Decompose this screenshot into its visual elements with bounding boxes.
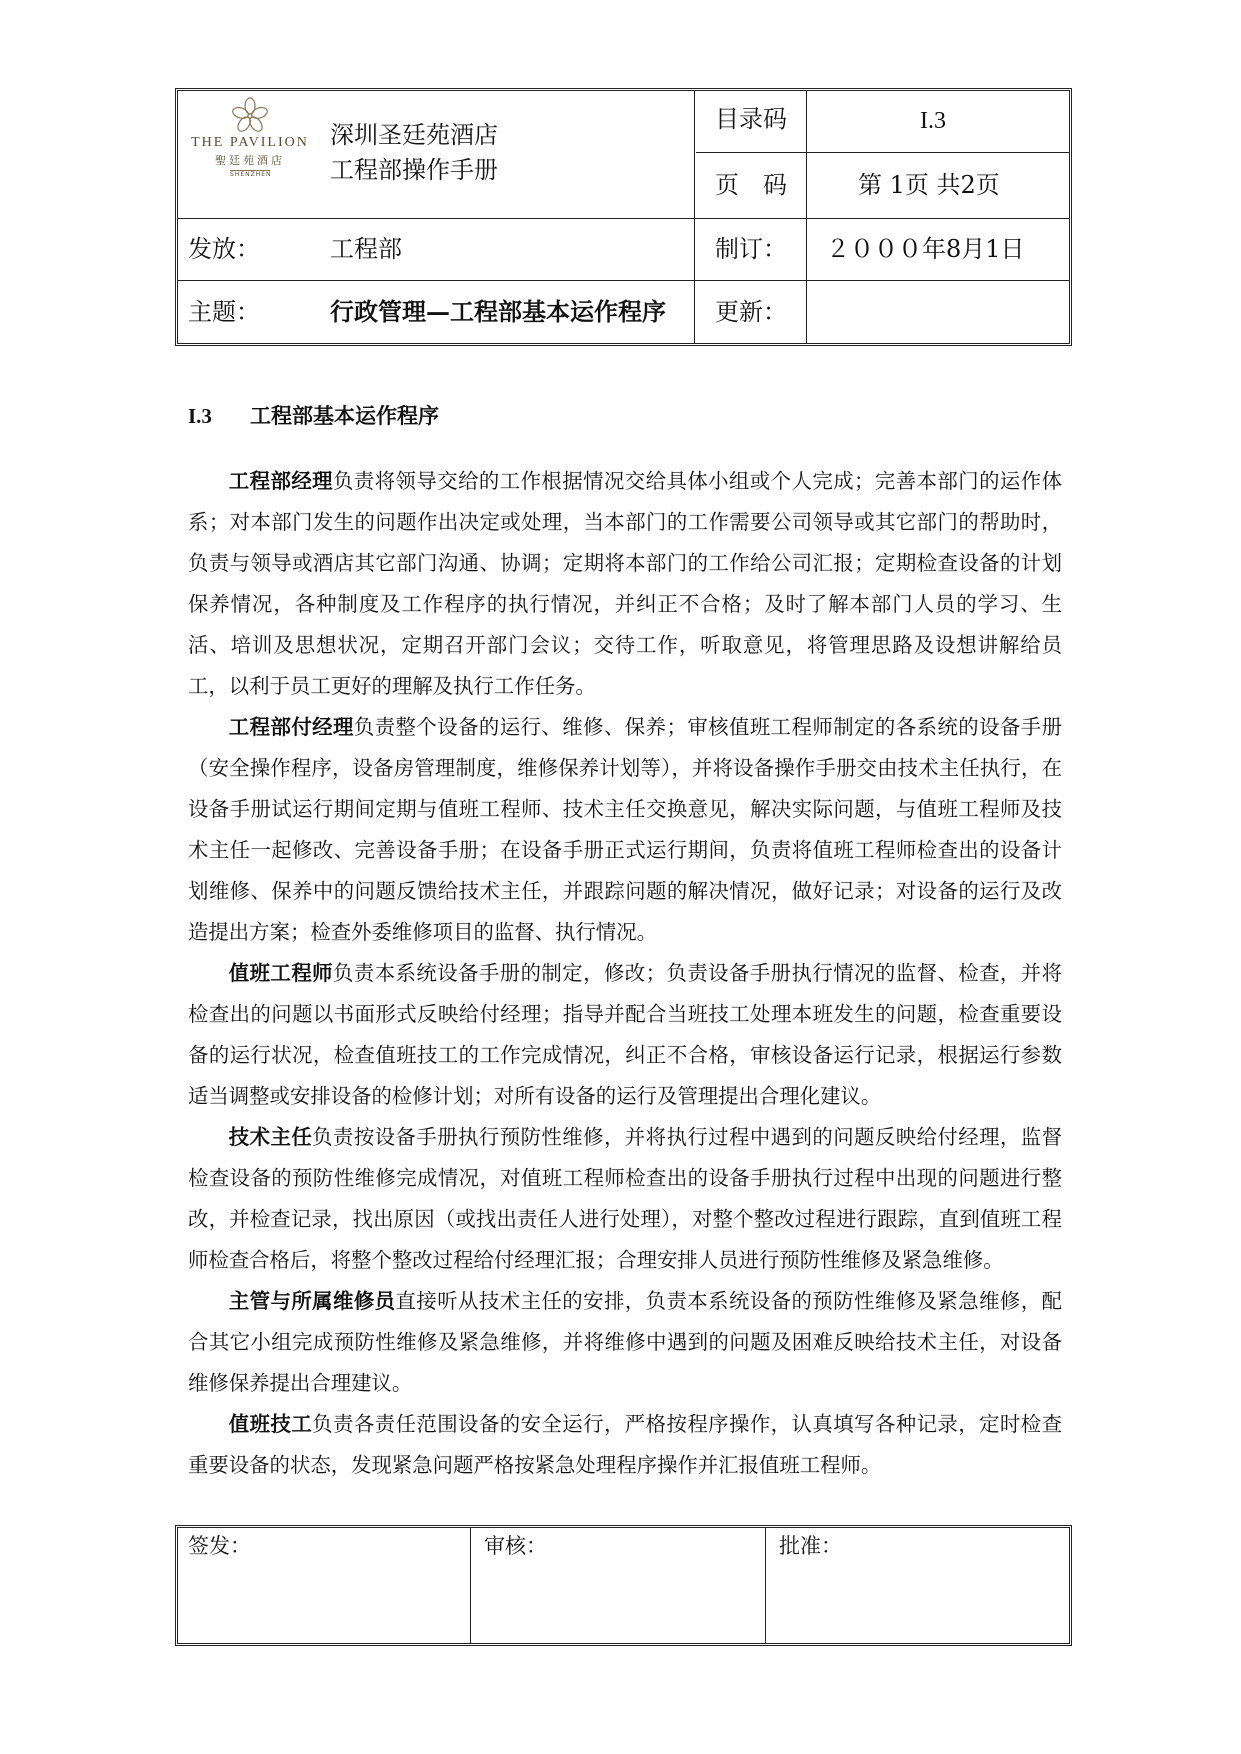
review-label: 审核：	[484, 1534, 547, 1558]
header-divider	[177, 280, 1070, 281]
paragraph	[188, 1281, 1062, 1404]
issued-label: 发放：	[188, 235, 260, 263]
flower-logo-icon	[230, 97, 270, 135]
role-description: 负责整个设备的运行、维修、保养；审核值班工程师制定的各系统的设备手册（安全操作程序，设备房管理制度，维修保养计划等），并将设备操作手册交由技术主任执行，在设备手册试运行期间定期与值班工程师、技术主任交换意见，解决实际问题，与值班工程师及技术主任一起修改、完善设备手册；在设备手册正式运行期间，负责将值班工程师检查出的设备计划维修、保养中的问题反馈给技术主任，并跟踪问题的解决情况，做好记录；对设备的运行及改造提出方案；检查外委维修项目的监督、执行情况。	[188, 715, 1063, 944]
page-value: 第 1页 共2页	[858, 171, 1000, 199]
role-description: 负责本系统设备手册的制定，修改；负责设备手册执行情况的监督、检查，并将检查出的问题以书面形式反映给付经理；指导并配合当班技工处理本班发生的问题，检查重要设备的运行状况，检查值班技工的工作完成情况，纠正不合格，审核设备运行记录，根据运行参数适当调整或安排设备的检修计划；对所有设备的运行及管理提出合理化建议。	[188, 961, 1063, 1108]
header-divider	[177, 218, 1070, 219]
revision-label: 制订：	[715, 235, 787, 263]
issued-value: 工程部	[330, 235, 402, 263]
section-title	[188, 400, 439, 430]
role-description: 负责将领导交给的工作根据情况交给具体小组或个人完成；完善本部门的运作体系；对本部门发生的问题作出决定或处理，当本部门的工作需要公司领导或其它部门的帮助时，负责与领导或酒店其它部门沟通、协调；定期将本部门的工作给公司汇报；定期检查设备的计划保养情况，各种制度及工作程序的执行情况，并纠正不合格；及时了解本部门人员的学习、生活、培训及思想状况，定期召开部门会议；交待工作，听取意见，将管理思路及设想讲解给员工，以利于员工更好的理解及执行工作任务。	[188, 469, 1063, 698]
catalog-label: 目录码	[715, 105, 787, 133]
role-name: 工程部经理	[228, 469, 334, 493]
subject-value: 行政管理—工程部基本运作程序	[330, 297, 666, 326]
sign-label: 签发：	[188, 1534, 251, 1558]
role-description: 负责按设备手册执行预防性维修，并将执行过程中遇到的问题反映给付经理，监督检查设备的预防性维修完成情况，对值班工程师检查出的设备手册执行过程中出现的问题进行整改，并检查记录，找出原因（或找出责任人进行处理），对整个整改过程进行跟踪，直到值班工程师检查合格后，将整个整改过程给付经理汇报；合理安排人员进行预防性维修及紧急维修。	[188, 1125, 1063, 1272]
paragraph	[188, 707, 1062, 953]
header-divider	[696, 152, 1070, 153]
paragraph	[188, 461, 1062, 707]
body-text	[188, 461, 1062, 1486]
header-divider	[694, 90, 695, 344]
role-name: 技术主任	[228, 1125, 313, 1149]
logo-city: SHENZHEN	[230, 171, 272, 178]
signature-table	[175, 1525, 1072, 1646]
paragraph	[188, 1404, 1062, 1486]
approve-label: 批准：	[779, 1534, 842, 1558]
role-description: 负责各责任范围设备的安全运行，严格按程序操作，认真填写各种记录，定时检查重要设备的状态，发现紧急问题严格按紧急处理程序操作并汇报值班工程师。	[188, 1412, 1063, 1477]
catalog-value: I.3	[920, 108, 946, 134]
logo-brand: THE PAVILION	[191, 135, 309, 150]
paragraph	[188, 953, 1062, 1117]
role-name: 主管与所属维修员	[228, 1289, 396, 1313]
revision-value: ２０００年8月1日	[826, 235, 1025, 263]
role-name: 工程部付经理	[228, 715, 354, 739]
logo-chinese-name: 聖廷苑酒店	[215, 154, 285, 167]
role-description: 直接听从技术主任的安排，负责本系统设备的预防性维修及紧急维修，配合其它小组完成预防性维修及紧急维修，并将维修中遇到的问题及困难反映给技术主任，对设备维修保养提出合理建议。	[188, 1289, 1063, 1395]
paragraph	[188, 1117, 1062, 1281]
header-divider	[806, 90, 807, 344]
hotel-name: 深圳圣廷苑酒店	[330, 121, 498, 149]
role-name: 值班技工	[228, 1412, 313, 1436]
section-heading: 工程部基本运作程序	[250, 403, 439, 428]
section-number: I.3	[188, 404, 212, 428]
subject-label: 主题：	[188, 298, 260, 326]
update-label: 更新：	[715, 298, 787, 326]
signature-divider	[470, 1527, 471, 1644]
signature-divider	[765, 1527, 766, 1644]
page-label: 页 码	[715, 171, 787, 199]
hotel-logo	[190, 95, 310, 178]
manual-name: 工程部操作手册	[330, 156, 498, 184]
role-name: 值班工程师	[228, 961, 334, 985]
